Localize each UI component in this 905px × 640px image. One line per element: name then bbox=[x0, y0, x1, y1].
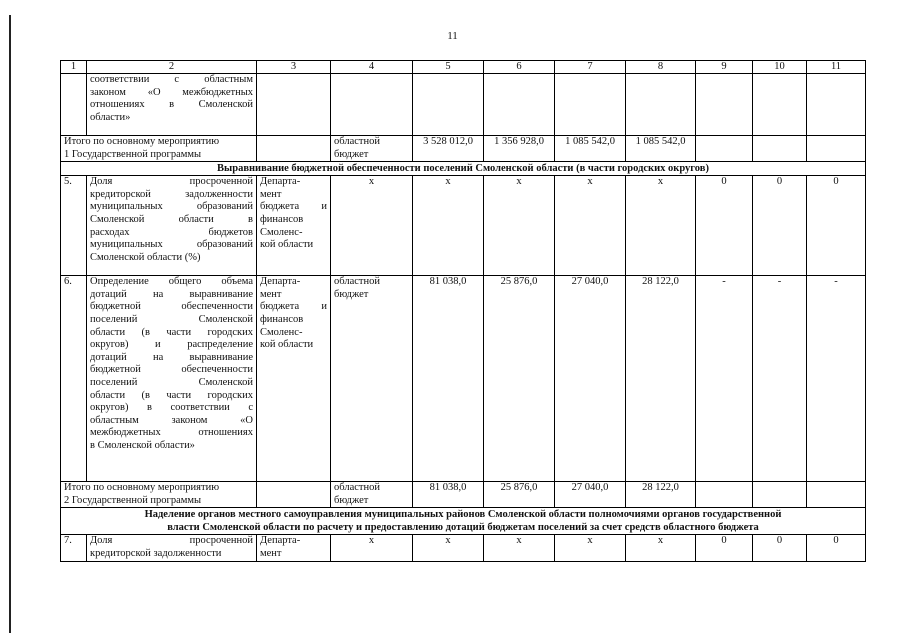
text-line: округов) в соответствии с bbox=[90, 402, 253, 414]
table-row-6 bbox=[61, 276, 866, 482]
section-heading: Выравнивание бюджетной обеспеченности поселений Смоленской области (в части городских округов) bbox=[61, 162, 866, 176]
executor-cell bbox=[257, 176, 331, 276]
value-cell: х bbox=[413, 535, 484, 561]
value-cell: х bbox=[331, 535, 413, 561]
text-line: соответствии с областным bbox=[90, 74, 253, 85]
activity-cell bbox=[87, 276, 257, 482]
value-cell: 0 bbox=[696, 535, 753, 561]
value-cell: - bbox=[696, 276, 753, 482]
text-line: бюджетной обеспеченности bbox=[90, 364, 253, 376]
text-line: Смоленской области (%) bbox=[90, 251, 201, 263]
header-cell: 2 bbox=[87, 61, 257, 74]
text-line: бюджета и bbox=[260, 301, 327, 313]
value-cell: 0 bbox=[753, 535, 807, 561]
value-cell: 81 038,0 bbox=[413, 276, 484, 482]
value-cell: 25 876,0 bbox=[484, 276, 555, 482]
header-row bbox=[61, 61, 866, 74]
header-cell: 10 bbox=[753, 61, 807, 74]
executor-cell bbox=[257, 535, 331, 561]
table-row-total-2 bbox=[61, 482, 866, 508]
value-cell: 27 040,0 bbox=[555, 276, 626, 482]
text-line: мент bbox=[260, 288, 282, 300]
text-line: Доля просроченной bbox=[90, 176, 253, 188]
value-cell: 1 085 542,0 bbox=[555, 136, 626, 162]
text-line: области (в части городских bbox=[90, 389, 253, 401]
text-line: Смоленс- bbox=[260, 226, 303, 238]
value-cell: х bbox=[484, 176, 555, 276]
text-line: финансов bbox=[260, 313, 304, 325]
executor-cell bbox=[257, 276, 331, 482]
text-line: Итого по основному мероприятию bbox=[64, 482, 220, 494]
text-line: Департа- bbox=[260, 535, 301, 547]
text-line: власти Смоленской области по расчету и предоставлению дотаций бюджетам поселений за счет средств областного бюджета bbox=[167, 522, 759, 534]
text-line: законом «О межбюджетных bbox=[90, 86, 253, 98]
num-cell: 7. bbox=[61, 535, 87, 561]
budget-table bbox=[60, 60, 866, 562]
text-line: бюджет bbox=[334, 494, 369, 506]
section-heading bbox=[61, 508, 866, 535]
value-cell: х bbox=[626, 176, 696, 276]
text-line: области» bbox=[90, 111, 131, 123]
table-row-7 bbox=[61, 535, 866, 561]
text-line: поселений Смоленской bbox=[90, 376, 253, 388]
text-line: муниципальных образований bbox=[90, 201, 253, 213]
total-label-cell bbox=[61, 482, 257, 508]
text-line: кредиторской задолженности bbox=[90, 188, 253, 200]
value-cell: х bbox=[555, 535, 626, 561]
text-line: области (в части городских bbox=[90, 326, 253, 338]
header-cell: 11 bbox=[807, 61, 866, 74]
value-cell: 25 876,0 bbox=[484, 482, 555, 508]
value-cell: х bbox=[331, 176, 413, 276]
header-cell: 3 bbox=[257, 61, 331, 74]
text-line: бюджет bbox=[334, 288, 369, 300]
text-line: 2 Государственной программы bbox=[64, 494, 202, 506]
table-row-continuation bbox=[61, 74, 866, 136]
text-line: расходах бюджетов bbox=[90, 226, 253, 238]
source-cell bbox=[331, 136, 413, 162]
text-line: кой области bbox=[260, 239, 314, 251]
value-cell: 27 040,0 bbox=[555, 482, 626, 508]
source-cell bbox=[331, 482, 413, 508]
text-line: Наделение органов местного самоуправления муниципальных районов Смоленской области полномочиями органов государственной bbox=[144, 509, 782, 521]
text-line: областной bbox=[334, 276, 380, 288]
value-cell: 0 bbox=[807, 176, 866, 276]
value-cell: 0 bbox=[807, 535, 866, 561]
activity-cell bbox=[87, 535, 257, 561]
num-cell bbox=[61, 74, 87, 136]
section-row bbox=[61, 508, 866, 535]
total-label-cell bbox=[61, 136, 257, 162]
text-line: областной bbox=[334, 482, 380, 494]
text-line: Итого по основному мероприятию bbox=[64, 136, 220, 147]
text-line: отношениях в Смоленской bbox=[90, 99, 253, 111]
text-line: Департа- bbox=[260, 276, 301, 288]
value-cell: х bbox=[626, 535, 696, 561]
text-line: бюджетной обеспеченности bbox=[90, 301, 253, 313]
header-cell: 9 bbox=[696, 61, 753, 74]
section-row bbox=[61, 162, 866, 176]
activity-cell bbox=[87, 74, 257, 136]
value-cell: х bbox=[413, 176, 484, 276]
text-line: кой области bbox=[260, 339, 314, 351]
num-cell: 6. bbox=[61, 276, 87, 482]
text-line: Смоленской области в bbox=[90, 213, 253, 225]
text-line: областным законом «О bbox=[90, 414, 253, 426]
activity-cell bbox=[87, 176, 257, 276]
num-cell: 5. bbox=[61, 176, 87, 276]
text-line: поселений Смоленской bbox=[90, 313, 253, 325]
header-cell: 4 bbox=[331, 61, 413, 74]
value-cell: 0 bbox=[696, 176, 753, 276]
page-number: 11 bbox=[447, 30, 458, 42]
text-line: Доля просроченной bbox=[90, 535, 253, 547]
table-row-5 bbox=[61, 176, 866, 276]
text-line: дотаций на выравнивание bbox=[90, 351, 253, 363]
text-line: Департа- bbox=[260, 176, 301, 188]
text-line: мент bbox=[260, 547, 282, 559]
value-cell: 28 122,0 bbox=[626, 482, 696, 508]
table-row-total-1 bbox=[61, 136, 866, 162]
text-line: Смоленс- bbox=[260, 326, 303, 338]
text-line: бюджета и bbox=[260, 201, 327, 213]
value-cell: 81 038,0 bbox=[413, 482, 484, 508]
value-cell: 1 085 542,0 bbox=[626, 136, 696, 162]
value-cell: 0 bbox=[753, 176, 807, 276]
text-line: кредиторской задолженности bbox=[90, 547, 222, 559]
header-cell: 5 bbox=[413, 61, 484, 74]
header-cell: 6 bbox=[484, 61, 555, 74]
header-cell: 8 bbox=[626, 61, 696, 74]
text-line: финансов bbox=[260, 213, 304, 225]
value-cell: х bbox=[555, 176, 626, 276]
text-line: дотаций на выравнивание bbox=[90, 288, 253, 300]
text-line: 1 Государственной программы bbox=[64, 148, 202, 160]
header-cell: 7 bbox=[555, 61, 626, 74]
text-line: округов) и распределение bbox=[90, 339, 253, 351]
text-line: межбюджетных отношениях bbox=[90, 427, 253, 439]
text-line: муниципальных образований bbox=[90, 239, 253, 251]
text-line: Определение общего объема bbox=[90, 276, 253, 288]
value-cell: х bbox=[484, 535, 555, 561]
value-cell: 1 356 928,0 bbox=[484, 136, 555, 162]
value-cell: 3 528 012,0 bbox=[413, 136, 484, 162]
binding-line bbox=[9, 15, 11, 633]
text-line: бюджет bbox=[334, 148, 369, 160]
text-line: в Смоленской области» bbox=[90, 439, 195, 451]
value-cell: - bbox=[807, 276, 866, 482]
text-line: областной bbox=[334, 136, 380, 147]
text-line: мент bbox=[260, 188, 282, 200]
value-cell: - bbox=[753, 276, 807, 482]
source-cell bbox=[331, 276, 413, 482]
header-cell: 1 bbox=[61, 61, 87, 74]
value-cell: 28 122,0 bbox=[626, 276, 696, 482]
